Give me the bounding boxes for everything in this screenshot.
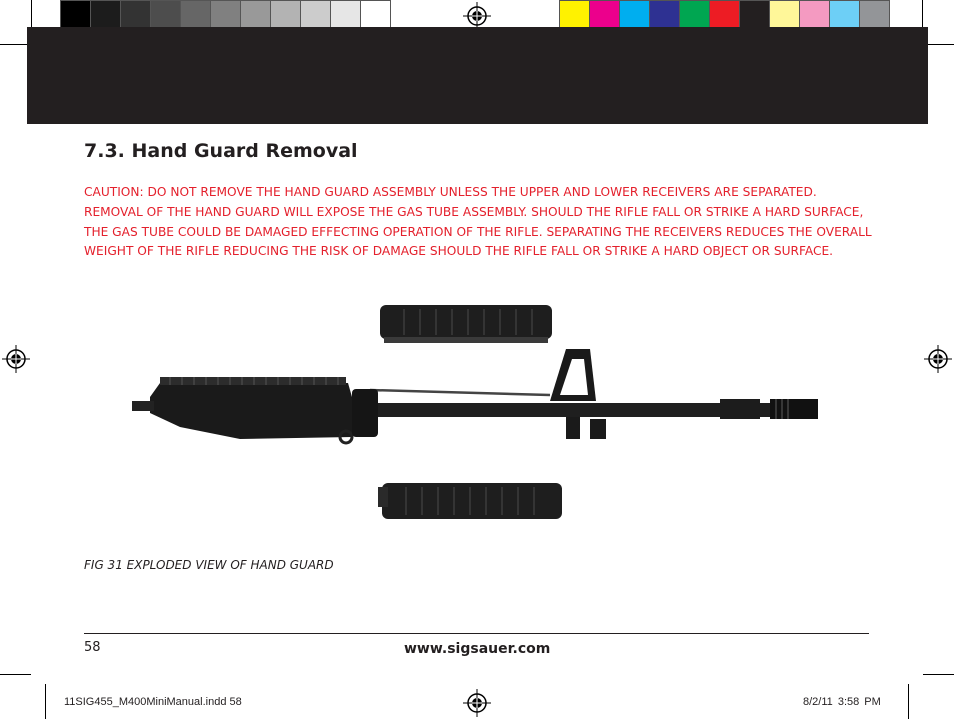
crop-mark <box>0 674 31 675</box>
page-number: 58 <box>84 640 101 655</box>
header-band <box>27 27 928 124</box>
delta-ring <box>352 389 378 437</box>
crop-mark <box>45 684 46 719</box>
slug-filename: 11SIG455_M400MiniManual.indd 58 <box>64 696 242 708</box>
registration-mark-icon <box>463 2 491 30</box>
registration-mark-icon <box>463 689 491 717</box>
top-hand-guard <box>380 305 552 343</box>
rifle-upper-receiver-exploded-icon <box>120 297 830 527</box>
website-link[interactable]: www.sigsauer.com <box>404 641 551 657</box>
registration-mark-icon <box>924 345 952 373</box>
bottom-hand-guard <box>378 483 562 519</box>
footer-rule <box>84 633 869 634</box>
crop-mark <box>908 684 909 719</box>
slug-datetime: 8/2/11 3:58 PM <box>803 696 881 708</box>
registration-mark-icon <box>2 345 30 373</box>
figure-caption: FIG 31 EXPLODED VIEW OF HAND GUARD <box>84 558 334 572</box>
upper-receiver <box>132 377 352 443</box>
front-sight <box>550 349 606 439</box>
caution-text: CAUTION: DO NOT REMOVE THE HAND GUARD ASSEMBLY UNLESS THE UPPER AND LOWER RECEIVERS ARE SEPARATED. REMOVAL OF THE HAND GUARD WILL EXPOSE THE GAS TUBE ASSEMBLY. SHOULD THE RIFLE FALL OR STRIKE A HARD SURFACE, THE GAS TUBE COULD BE DAMAGED EFFECTING OPERATION OF THE RIFLE. SEPARATING THE RECEIVERS REDUCES THE OVERALL WEIGHT OF THE RIFLE REDUCING THE RISK OF DAMAGE SHOULD THE RIFLE FALL OR STRIKE A HARD OBJECT OR SURFACE. <box>84 185 872 259</box>
flash-hider <box>770 399 818 419</box>
section-title: 7.3. Hand Guard Removal <box>84 140 358 162</box>
gas-tube <box>370 390 550 395</box>
crop-mark <box>923 674 954 675</box>
